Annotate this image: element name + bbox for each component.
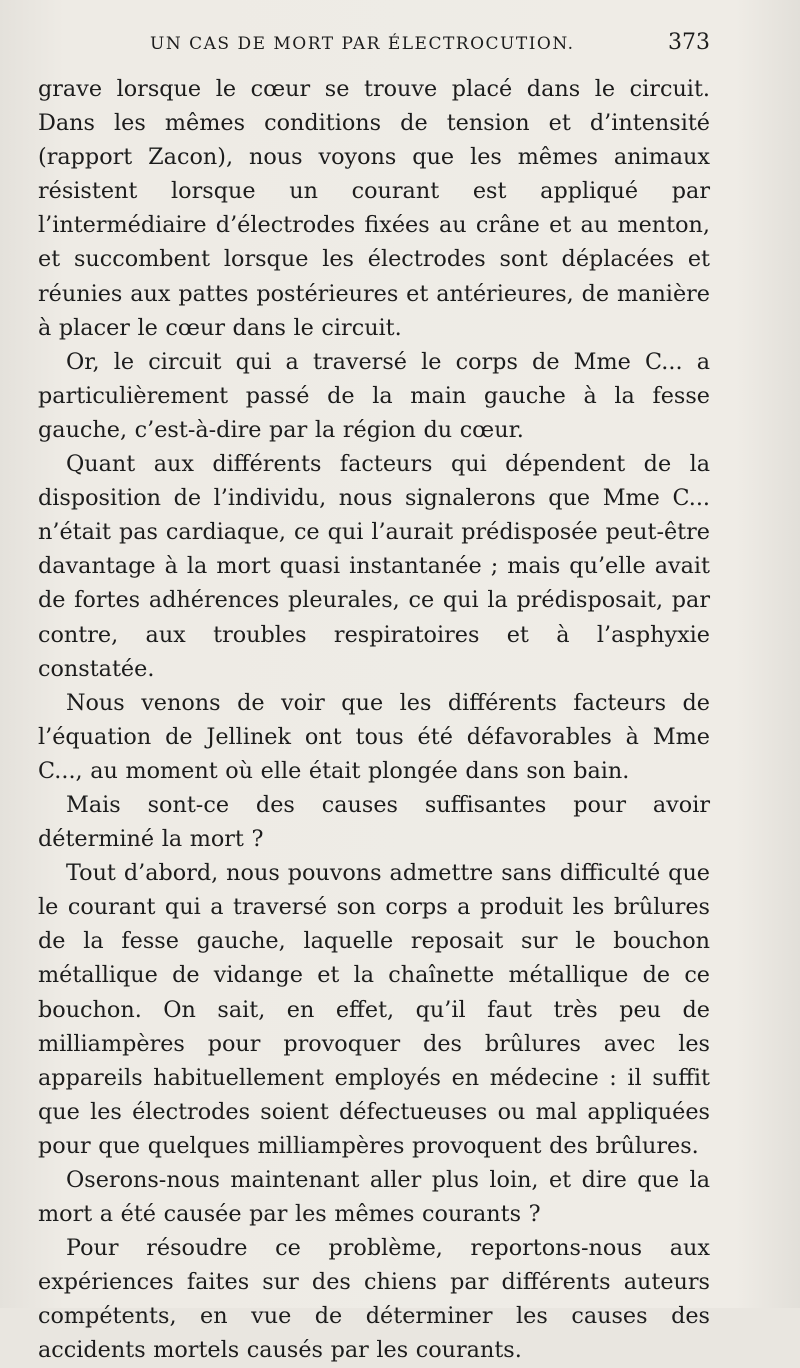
running-title: UN CAS DE MORT PAR ÉLECTROCUTION. — [150, 34, 575, 54]
page-number: 373 — [668, 30, 710, 55]
paragraph: Nous venons de voir que les différents facteurs de l’équation de Jellinek ont tous été défavorables à Mme C..., au moment où elle était plongée dans son bain. — [38, 689, 710, 784]
paragraph: Oserons-nous maintenant aller plus loin, et dire que la mort a été causée par les mêmes courants ? — [38, 1167, 710, 1228]
paragraph: Tout d’abord, nous pouvons admettre sans difficulté que le courant qui a traversé son corps a produit les brûlures de la fesse gauche, laquelle reposait sur le bouchon métallique de vidange et la chaînette métallique de ce bouchon. On sait, en effet, qu’il faut très peu de milliampères pour provoquer des brûlures avec les appareils habituellement employés en médecine : il suffit que les électrodes soient défectueuses ou mal appliquées pour que quelques milliampères provoquent des brûlures. — [38, 860, 710, 1159]
body-text — [38, 72, 710, 1368]
paragraph: grave lorsque le cœur se trouve placé dans le circuit. Dans les mêmes conditions de tension et d’intensité (rapport Zacon), nous voyons que les mêmes animaux résistent lorsque un courant est appliqué par l’intermédiaire d’électrodes fixées au crâne et au menton, et succombent lorsque les électrodes sont déplacées et réunies aux pattes postérieures et antérieures, de manière à placer le cœur dans le circuit. — [38, 76, 710, 341]
page-header — [0, 32, 800, 62]
paragraph: Quant aux différents facteurs qui dépendent de la disposition de l’individu, nous signalerons que Mme C... n’était pas cardiaque, ce qui l’aurait prédisposée peut-être davantage à la mort quasi instantanée ; mais qu’elle avait de fortes adhérences pleurales, ce qui la prédisposait, par contre, aux troubles respiratoires et à l’asphyxie constatée. — [38, 451, 710, 682]
paragraph: Or, le circuit qui a traversé le corps de Mme C... a particulièrement passé de la main gauche à la fesse gauche, c’est-à-dire par la région du cœur. — [38, 348, 710, 443]
paragraph: Mais sont-ce des causes suffisantes pour avoir déterminé la mort ? — [38, 791, 710, 853]
paragraph: Pour résoudre ce problème, reportons-nous aux expériences faites sur des chiens par différents auteurs compétents, en vue de déterminer les causes des accidents mortels causés par les courants. — [38, 1235, 710, 1364]
